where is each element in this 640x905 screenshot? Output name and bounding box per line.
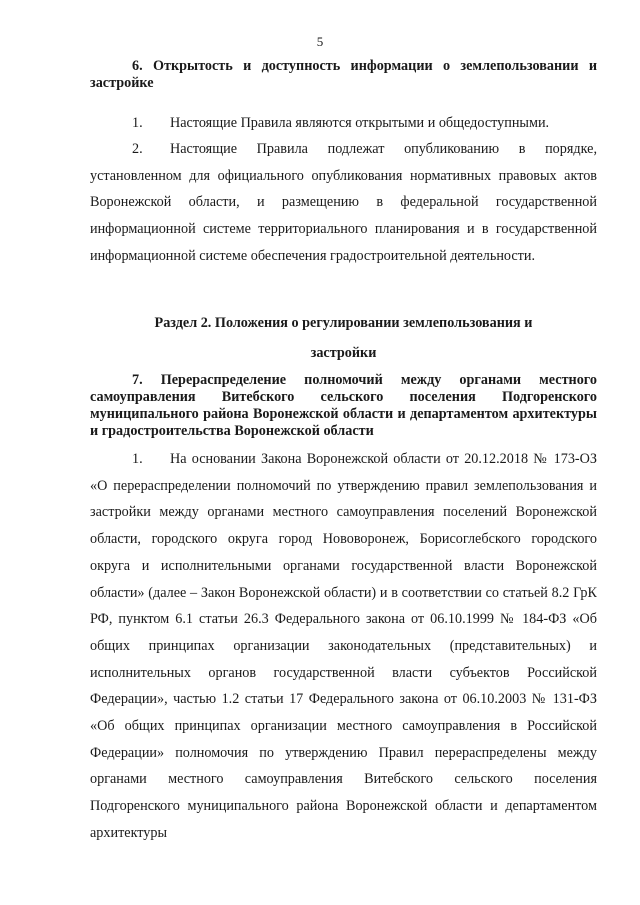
section-6-item-2 <box>90 136 597 270</box>
item-number: 1. <box>132 451 143 467</box>
item-text: Настоящие Правила подлежат опубликованию в порядке, установленном для официального опубликования нормативных правовых актов Воронежской области, и размещению в федеральной государственной информационной системе территориального планирования и в государственной информационной системе обеспечения градостроительной деятельности. <box>90 141 597 264</box>
section-6-heading: 6. Открытость и доступность информации о землепользовании и застройке <box>90 58 597 91</box>
section-7-item-1 <box>90 446 597 847</box>
part-2-heading-line-1: Раздел 2. Положения о регулировании землепользования и <box>154 315 533 331</box>
item-text: Настоящие Правила являются открытыми и общедоступными. <box>170 115 550 131</box>
item-text: На основании Закона Воронежской области от 20.12.2018 № 173-ОЗ «О перераспределении полномочий по утверждению правил землепользования и застройки между органами местного самоуправления поселений Воронежской области, городского округа город Нововоронеж, Борисоглебского городского округа и исполнительными органами государственной власти Воронежской области» (далее – Закон Воронежской области) и в соответствии со статьей 8.2 ГрК РФ, пунктом 6.1 статьи 26.3 Федерального закона от 06.10.1999 № 184-ФЗ «Об общих принципах организации законодательных (представительных) и исполнительных органов государственной власти субъектов Российской Федерации», частью 1.2 статьи 17 Федерального закона от 06.10.2003 № 131-ФЗ «Об общих принципах организации местного самоуправления в Российской Федерации» полномочия по утверждению Правил перераспределены между органами местного самоуправления Витебского сельского поселения Подгоренского муниципального района Воронежской области и департаментом архитектуры <box>90 451 597 841</box>
page-number: 5 <box>316 34 324 49</box>
section-7-heading: 7. Перераспределение полномочий между органами местного самоуправления Витебского сельского поселения Подгоренского муниципального района Воронежской области и департаментом архитектуры и градостроительства Воронежской области <box>90 372 597 439</box>
item-number: 2. <box>132 141 143 157</box>
item-number: 1. <box>132 115 143 131</box>
part-2-heading-line-2: застройки <box>310 345 377 361</box>
part-2-heading <box>90 308 597 368</box>
section-6-item-1 <box>90 110 597 137</box>
